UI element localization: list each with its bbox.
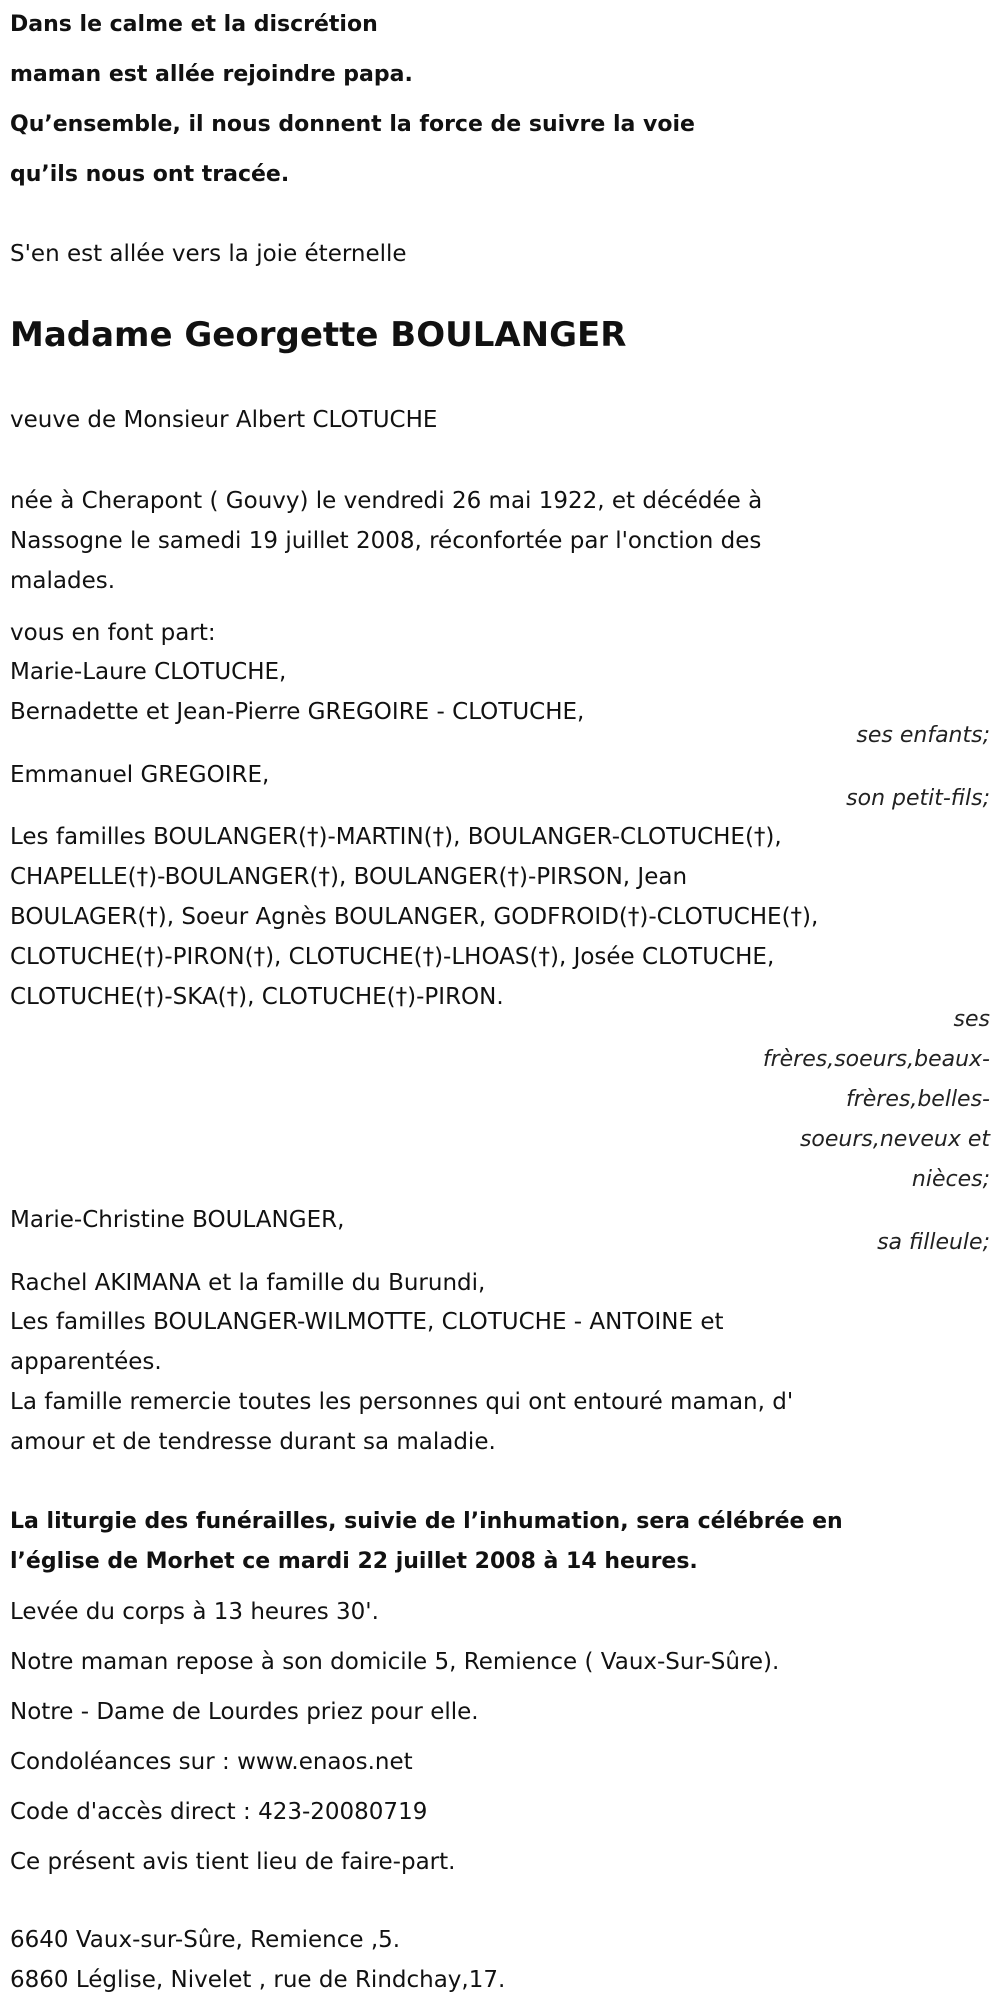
- goddaughter-name: Marie-Christine BOULANGER,: [10, 1207, 345, 1233]
- detail-line: Notre - Dame de Lourdes priez pour elle.: [10, 1699, 479, 1725]
- spouse-text: veuve de Monsieur Albert CLOTUCHE: [10, 407, 438, 433]
- child-name: Bernadette et Jean-Pierre GREGOIRE - CLOTUCHE,: [10, 699, 585, 725]
- families-line: CHAPELLE(†)-BOULANGER(†), BOULANGER(†)-PIRSON, Jean: [10, 864, 688, 890]
- others-line: Rachel AKIMANA et la famille du Burundi,: [10, 1270, 486, 1296]
- relation-siblings: ses: [953, 1007, 990, 1032]
- detail-line: Ce présent avis tient lieu de faire-part.: [10, 1849, 456, 1875]
- detail-line: Notre maman repose à son domicile 5, Remience ( Vaux-Sur-Sûre).: [10, 1649, 780, 1675]
- birth-death-line: née à Cherapont ( Gouvy) le vendredi 26 mai 1922, et décédée à: [10, 488, 763, 514]
- relation-children: ses enfants;: [856, 723, 990, 748]
- intro-line: Dans le calme et la discrétion: [10, 12, 378, 37]
- others-line: apparentées.: [10, 1349, 162, 1375]
- birth-death-line: Nassogne le samedi 19 juillet 2008, réconfortée par l'onction des: [10, 528, 762, 554]
- birth-death-line: malades.: [10, 568, 116, 594]
- intro-line: Qu’ensemble, il nous donnent la force de suivre la voie: [10, 112, 695, 137]
- detail-line: Code d'accès direct : 423-20080719: [10, 1799, 428, 1825]
- lead-text: S'en est allée vers la joie éternelle: [10, 241, 407, 267]
- relation-grandson: son petit-fils;: [846, 786, 990, 811]
- child-name: Marie-Laure CLOTUCHE,: [10, 659, 287, 685]
- others-line: amour et de tendresse durant sa maladie.: [10, 1429, 496, 1455]
- others-line: Les familles BOULANGER-WILMOTTE, CLOTUCHE - ANTOINE et: [10, 1309, 724, 1335]
- families-line: Les familles BOULANGER(†)-MARTIN(†), BOULANGER-CLOTUCHE(†),: [10, 824, 782, 850]
- intro-line: qu’ils nous ont tracée.: [10, 162, 290, 187]
- grandson-name: Emmanuel GREGOIRE,: [10, 762, 270, 788]
- families-line: BOULAGER(†), Soeur Agnès BOULANGER, GODFROID(†)-CLOTUCHE(†),: [10, 904, 819, 930]
- ceremony-line: La liturgie des funérailles, suivie de l’inhumation, sera célébrée en: [10, 1509, 843, 1534]
- relation-siblings: frères,soeurs,beaux-: [762, 1047, 990, 1072]
- others-line: La famille remercie toutes les personnes qui ont entouré maman, d': [10, 1389, 794, 1415]
- relation-siblings: soeurs,neveux et: [799, 1127, 990, 1152]
- address-line: 6860 Léglise, Nivelet , rue de Rindchay,17.: [10, 1967, 506, 1993]
- announce-text: vous en font part:: [10, 620, 216, 646]
- detail-line: Levée du corps à 13 heures 30'.: [10, 1599, 379, 1625]
- relation-goddaughter: sa filleule;: [877, 1230, 990, 1255]
- ceremony-line: l’église de Morhet ce mardi 22 juillet 2008 à 14 heures.: [10, 1549, 698, 1574]
- families-line: CLOTUCHE(†)-SKA(†), CLOTUCHE(†)-PIRON.: [10, 984, 504, 1010]
- detail-line: Condoléances sur : www.enaos.net: [10, 1749, 413, 1775]
- intro-line: maman est allée rejoindre papa.: [10, 62, 413, 87]
- address-line: 6640 Vaux-sur-Sûre, Remience ,5.: [10, 1927, 401, 1953]
- relation-siblings: frères,belles-: [845, 1087, 990, 1112]
- relation-siblings: nièces;: [911, 1167, 990, 1192]
- deceased-name-title: Madame Georgette BOULANGER: [10, 315, 627, 355]
- families-line: CLOTUCHE(†)-PIRON(†), CLOTUCHE(†)-LHOAS(†), Josée CLOTUCHE,: [10, 944, 775, 970]
